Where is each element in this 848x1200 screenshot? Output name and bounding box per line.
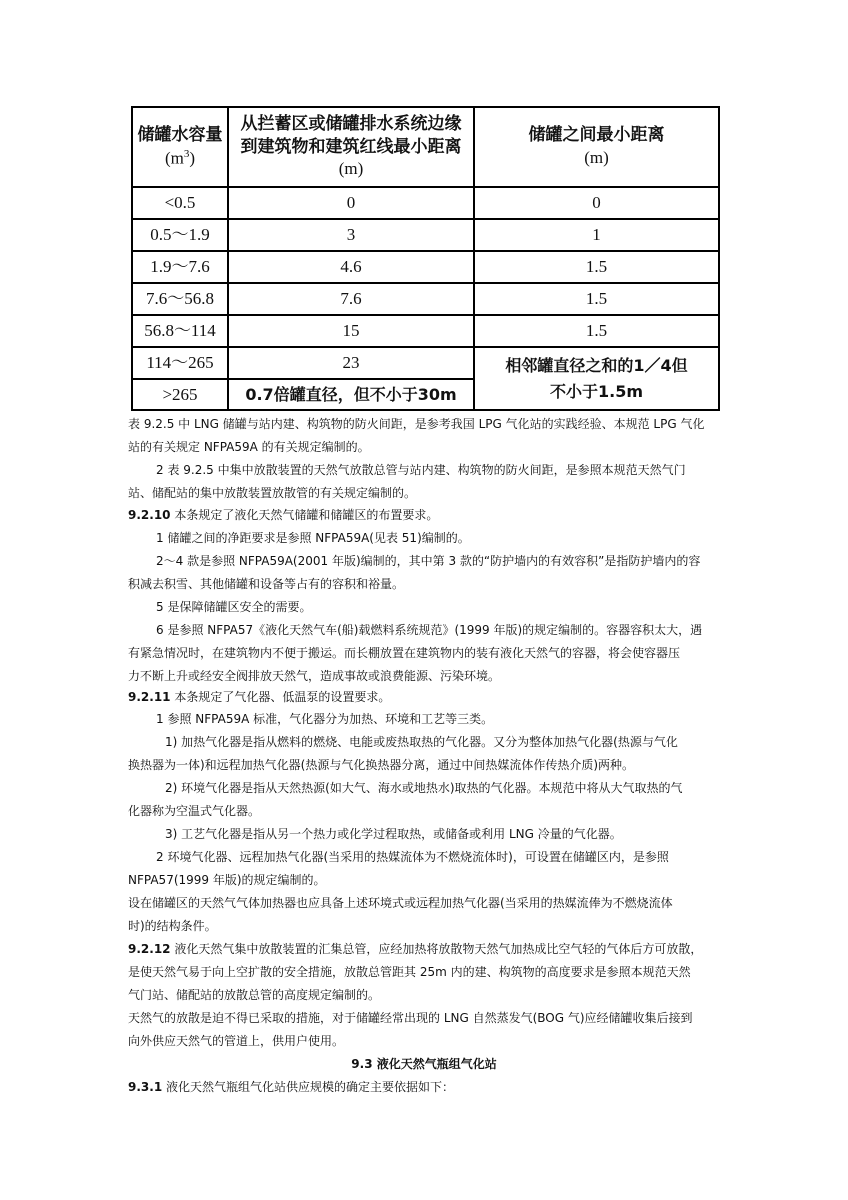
cell-building-distance: 0 <box>228 187 474 219</box>
cell-between-distance: 1.5 <box>474 315 719 347</box>
clause-9-2-10 <box>128 509 438 522</box>
cell-capacity: 56.8～114 <box>132 315 228 347</box>
paragraph-line: 换热器为一体)和远程加热气化器(热源与气化换热器分离，通过中间热媒流体作传热介质)两种。 <box>128 758 635 772</box>
cell-capacity: 114～265 <box>132 347 228 379</box>
cell-capacity: 7.6～56.8 <box>132 283 228 315</box>
merged-line2: 不小于1.5m <box>549 381 644 401</box>
table-header-row <box>132 107 719 187</box>
clause-text: 液化天然气集中放散装置的汇集总管，应经加热将放散物天然气加热成比空气轻的气体后方可放散， <box>170 942 703 956</box>
paragraph-line: 1) 加热气化器是指从燃料的燃烧、电能或废热取热的气化器。又分为整体加热气化器(热源与气化 <box>165 735 678 749</box>
paragraph-line: 天然气的放散是迫不得已采取的措施，对于储罐经常出现的 LNG 自然蒸发气(BOG 气)应经储罐收集后接到 <box>128 1011 693 1025</box>
cell-capacity: <0.5 <box>132 187 228 219</box>
header-building-distance <box>228 107 474 187</box>
cell-building-distance: 0.7倍罐直径，但不小于30m <box>228 379 474 410</box>
clause-text: 本条规定了液化天然气储罐和储罐区的布置要求。 <box>170 508 439 522</box>
paragraph-line: 力不断上升或经安全阀排放天然气，造成事故或浪费能源、污染环境。 <box>128 669 501 683</box>
paragraph-line: 向外供应天然气的管道上，供用户使用。 <box>128 1034 345 1048</box>
clause-text: 本条规定了气化器、低温泵的设置要求。 <box>170 690 391 704</box>
header-between-distance <box>474 107 719 187</box>
paragraph-line: 2 环境气化器、远程加热气化器(当采用的热媒流体为不燃烧流体时)，可设置在储罐区内，是参照 <box>156 850 669 864</box>
clause-9-3-1 <box>128 1081 454 1094</box>
unit-open: (m <box>164 148 184 168</box>
cell-between-distance-merged <box>474 347 719 410</box>
cell-capacity: 0.5～1.9 <box>132 219 228 251</box>
header-building-line1: 从拦蓄区或储罐排水系统边缘 <box>240 113 462 134</box>
table-row <box>132 315 719 347</box>
paragraph-line: NFPA57(1999 年版)的规定编制的。 <box>128 873 326 887</box>
table-row <box>132 187 719 219</box>
cell-between-distance: 1 <box>474 219 719 251</box>
paragraph-line: 积减去积雪、其他储罐和设备等占有的容积和裕量。 <box>128 577 405 591</box>
clause-number: 9.3.1 <box>128 1080 163 1094</box>
header-capacity-unit <box>133 147 227 171</box>
cell-capacity: >265 <box>132 379 228 410</box>
paragraph-line: 时)的结构条件。 <box>128 919 217 933</box>
distance-table <box>131 106 720 411</box>
paragraph-line: 2～4 款是参照 NFPA59A(2001 年版)编制的，其中第 3 款的“防护墙内的有效容积”是指防护墙内的容 <box>156 554 701 568</box>
paragraph-line: 2) 环境气化器是指从天然热源(如大气、海水或地热水)取热的气化器。本规范中将从大气取热的气 <box>165 781 683 795</box>
clause-number: 9.2.12 <box>128 942 171 956</box>
merged-line1: 相邻罐直径之和的1／4但 <box>505 355 688 375</box>
paragraph-line: 站的有关规定 NFPA59A 的有关规定编制的。 <box>128 440 370 454</box>
clause-number: 9.2.11 <box>128 690 171 704</box>
table-row <box>132 219 719 251</box>
paragraph-line: 1 参照 NFPA59A 标准，气化器分为加热、环境和工艺等三类。 <box>156 712 494 726</box>
clause-number: 9.2.10 <box>128 508 171 522</box>
paragraph-line: 3) 工艺气化器是指从另一个热力或化学过程取热，或储备或利用 LNG 冷量的气化器。 <box>165 827 622 841</box>
cell-between-distance: 1.5 <box>474 283 719 315</box>
paragraph-line: 是使天然气易于向上空扩散的安全措施，放散总管距其 25m 内的建、构筑物的高度要求是参照本规范天然 <box>128 965 691 979</box>
unit-close: ) <box>189 148 196 168</box>
clause-9-2-12 <box>128 943 702 956</box>
header-capacity <box>132 107 228 187</box>
paragraph-line: 6 是参照 NFPA57《液化天然气车(船)载燃料系统规范》(1999 年版)的规定编制的。容器容积太大，遇 <box>156 623 703 637</box>
table-row <box>132 283 719 315</box>
paragraph-line: 5 是保障储罐区安全的需要。 <box>156 600 312 614</box>
header-between-title: 储罐之间最小距离 <box>528 125 665 146</box>
clause-9-2-11 <box>128 691 390 704</box>
section-heading: 9.3 液化天然气瓶组气化站 <box>351 1057 497 1071</box>
cell-building-distance: 15 <box>228 315 474 347</box>
paragraph-line: 气门站、储配站的放散总管的高度规定编制的。 <box>128 988 381 1002</box>
cell-capacity: 1.9～7.6 <box>132 251 228 283</box>
paragraph-line: 设在储罐区的天然气气体加热器也应具备上述环境式或远程加热气化器(当采用的热媒流俸为不燃烧流体 <box>128 896 673 910</box>
header-capacity-title: 储罐水容量 <box>137 124 223 145</box>
cell-building-distance: 3 <box>228 219 474 251</box>
cell-building-distance: 4.6 <box>228 251 474 283</box>
unit-superscript: 3 <box>183 147 190 160</box>
paragraph-line: 站、储配站的集中放散装置放散管的有关规定编制的。 <box>128 486 417 500</box>
paragraph-line: 1 储罐之间的净距要求是参照 NFPA59A(见表 51)编制的。 <box>156 531 470 545</box>
paragraph-line: 2 表 9.2.5 中集中放散装置的天然气放散总管与站内建、构筑物的防火间距，是参照本规范天然气门 <box>156 463 686 477</box>
cell-building-distance: 23 <box>228 347 474 379</box>
table-row <box>132 347 719 379</box>
paragraph-line: 化器称为空温式气化器。 <box>128 804 261 818</box>
cell-between-distance: 1.5 <box>474 251 719 283</box>
clause-text: 液化天然气瓶组气化站供应规模的确定主要依据如下： <box>162 1080 454 1094</box>
paragraph-line: 表 9.2.5 中 LNG 储罐与站内建、构筑物的防火间距，是参考我国 LPG 气化站的实践经验、本规范 LPG 气化 <box>128 417 705 431</box>
paragraph-line: 有紧急情况时，在建筑物内不便于搬运。而长棚放置在建筑物内的装有液化天然气的容器，将会使容器压 <box>128 646 681 660</box>
header-building-line2: 到建筑物和建筑红线最小距离 <box>240 136 462 157</box>
header-between-unit: (m) <box>584 148 609 167</box>
table-row <box>132 251 719 283</box>
cell-building-distance: 7.6 <box>228 283 474 315</box>
cell-between-distance: 0 <box>474 187 719 219</box>
header-building-unit: (m) <box>338 159 364 179</box>
